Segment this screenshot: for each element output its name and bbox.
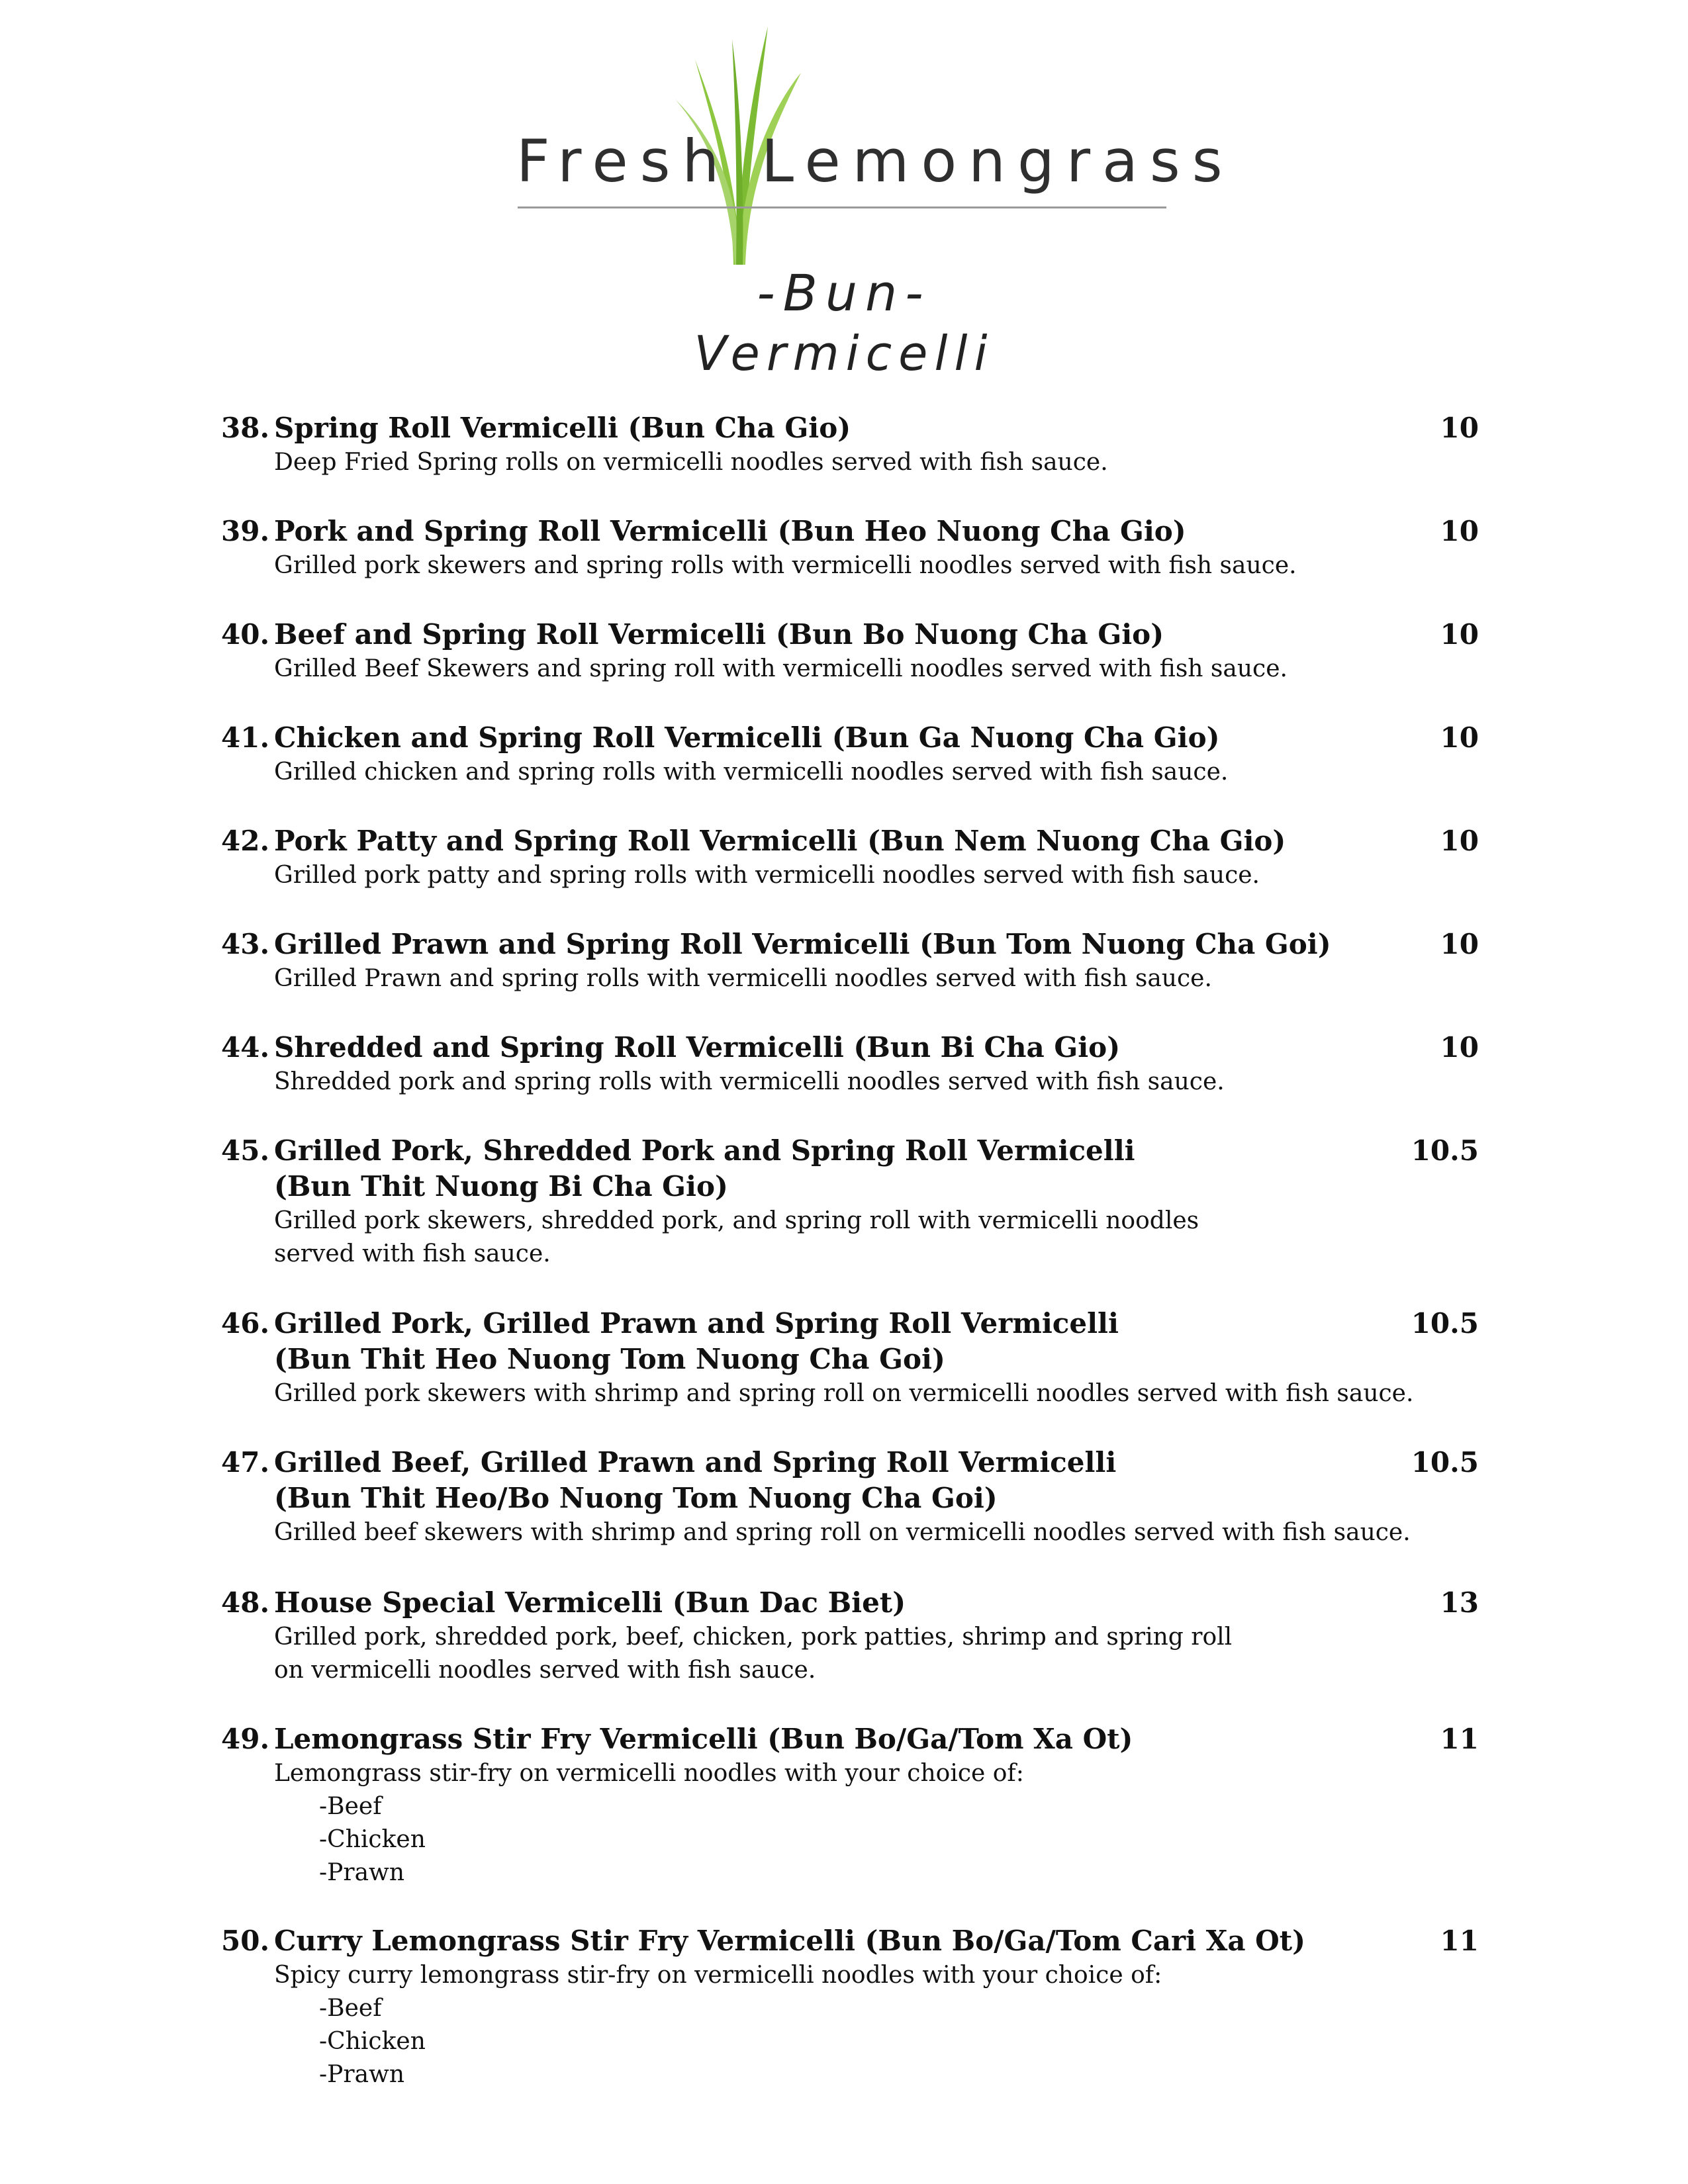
item-description: Spicy curry lemongrass stir-fry on vermicelli noodles with your choice of:: [274, 1962, 1162, 1989]
item-name: Lemongrass Stir Fry Vermicelli (Bun Bo/Ga/Tom Xa Ot): [274, 1723, 1133, 1755]
item-name-line2: (Bun Thit Nuong Bi Cha Gio): [274, 1170, 728, 1203]
item-number: 42.: [221, 825, 270, 857]
item-number: 41.: [221, 721, 270, 754]
item-number: 39.: [221, 515, 270, 547]
item-description: Grilled pork skewers, shredded pork, and spring roll with vermicelli noodles: [274, 1207, 1199, 1234]
item-name: Pork and Spring Roll Vermicelli (Bun Heo Nuong Cha Gio): [274, 515, 1186, 547]
item-price: 10: [1440, 412, 1479, 444]
item-number: 38.: [221, 412, 270, 444]
item-description: Shredded pork and spring rolls with vermicelli noodles served with fish sauce.: [274, 1068, 1225, 1095]
item-name-line2: (Bun Thit Heo Nuong Tom Nuong Cha Goi): [274, 1343, 945, 1375]
item-name: Curry Lemongrass Stir Fry Vermicelli (Bun Bo/Ga/Tom Cari Xa Ot): [274, 1925, 1306, 1957]
item-name-line2: (Bun Thit Heo/Bo Nuong Tom Nuong Cha Goi): [274, 1482, 998, 1514]
item-description: Lemongrass stir-fry on vermicelli noodles with your choice of:: [274, 1760, 1024, 1787]
item-price: 10: [1440, 618, 1479, 651]
item-name: Grilled Beef, Grilled Prawn and Spring Roll Vermicelli: [274, 1446, 1117, 1479]
brand-name-first: Fresh: [516, 127, 731, 195]
item-price: 13: [1440, 1586, 1479, 1619]
item-price: 10: [1440, 825, 1479, 857]
item-price: 10: [1440, 515, 1479, 547]
item-name: Chicken and Spring Roll Vermicelli (Bun Ga Nuong Cha Gio): [274, 721, 1220, 754]
item-number: 50.: [221, 1925, 270, 1957]
item-name: Grilled Pork, Grilled Prawn and Spring Roll Vermicelli: [274, 1307, 1119, 1340]
item-price: 10.5: [1411, 1134, 1479, 1167]
item-price: 10: [1440, 928, 1479, 960]
menu-item: [221, 1723, 1479, 1934]
item-description: Grilled Prawn and spring rolls with vermicelli noodles served with fish sauce.: [274, 965, 1212, 992]
item-description: Deep Fried Spring rolls on vermicelli noodles served with fish sauce.: [274, 449, 1108, 476]
item-number: 45.: [221, 1134, 270, 1167]
brand-name-second: Lemongrass: [761, 127, 1235, 195]
item-description: Grilled pork, shredded pork, beef, chicken, pork patties, shrimp and spring roll: [274, 1623, 1233, 1651]
item-name: Grilled Pork, Shredded Pork and Spring Roll Vermicelli: [274, 1134, 1135, 1167]
item-option: -Prawn: [319, 2061, 405, 2088]
item-name: House Special Vermicelli (Bun Dac Biet): [274, 1586, 906, 1619]
item-description: on vermicelli noodles served with fish sauce.: [274, 1657, 816, 1684]
item-option: -Beef: [319, 1995, 382, 2022]
item-number: 49.: [221, 1723, 270, 1755]
item-name: Beef and Spring Roll Vermicelli (Bun Bo Nuong Cha Gio): [274, 618, 1164, 651]
item-price: 10.5: [1411, 1446, 1479, 1479]
item-price: 10.5: [1411, 1307, 1479, 1340]
item-description: Grilled beef skewers with shrimp and spring roll on vermicelli noodles served with fish sauce.: [274, 1519, 1411, 1546]
item-number: 40.: [221, 618, 270, 651]
item-description: Grilled Beef Skewers and spring roll with vermicelli noodles served with fish sauce.: [274, 655, 1288, 682]
item-option: -Beef: [319, 1793, 382, 1820]
item-number: 48.: [221, 1586, 270, 1619]
item-description: Grilled chicken and spring rolls with vermicelli noodles served with fish sauce.: [274, 758, 1229, 786]
item-price: 10: [1440, 721, 1479, 754]
item-price: 11: [1440, 1925, 1479, 1957]
item-number: 46.: [221, 1307, 270, 1340]
item-option: -Chicken: [319, 1826, 426, 1853]
item-name: Spring Roll Vermicelli (Bun Cha Gio): [274, 412, 851, 444]
item-number: 44.: [221, 1031, 270, 1064]
section-subtitle: Vermicelli: [694, 326, 994, 381]
item-name: Shredded and Spring Roll Vermicelli (Bun Bi Cha Gio): [274, 1031, 1121, 1064]
item-option: -Prawn: [319, 1859, 405, 1886]
item-name: Grilled Prawn and Spring Roll Vermicelli (Bun Tom Nuong Cha Goi): [274, 928, 1331, 960]
item-number: 47.: [221, 1446, 270, 1479]
item-description: Grilled pork skewers and spring rolls with vermicelli noodles served with fish sauce.: [274, 552, 1297, 579]
item-price: 11: [1440, 1723, 1479, 1755]
item-description: Grilled pork skewers with shrimp and spring roll on vermicelli noodles served with fish sauce.: [274, 1380, 1414, 1407]
menu-item: [221, 1925, 1479, 2136]
item-option: -Chicken: [319, 2028, 426, 2055]
section-title: -Bun-: [757, 263, 931, 322]
item-number: 43.: [221, 928, 270, 960]
item-price: 10: [1440, 1031, 1479, 1064]
item-description: Grilled pork patty and spring rolls with vermicelli noodles served with fish sauce.: [274, 862, 1260, 889]
item-description: served with fish sauce.: [274, 1240, 551, 1267]
item-name: Pork Patty and Spring Roll Vermicelli (Bun Nem Nuong Cha Gio): [274, 825, 1286, 857]
